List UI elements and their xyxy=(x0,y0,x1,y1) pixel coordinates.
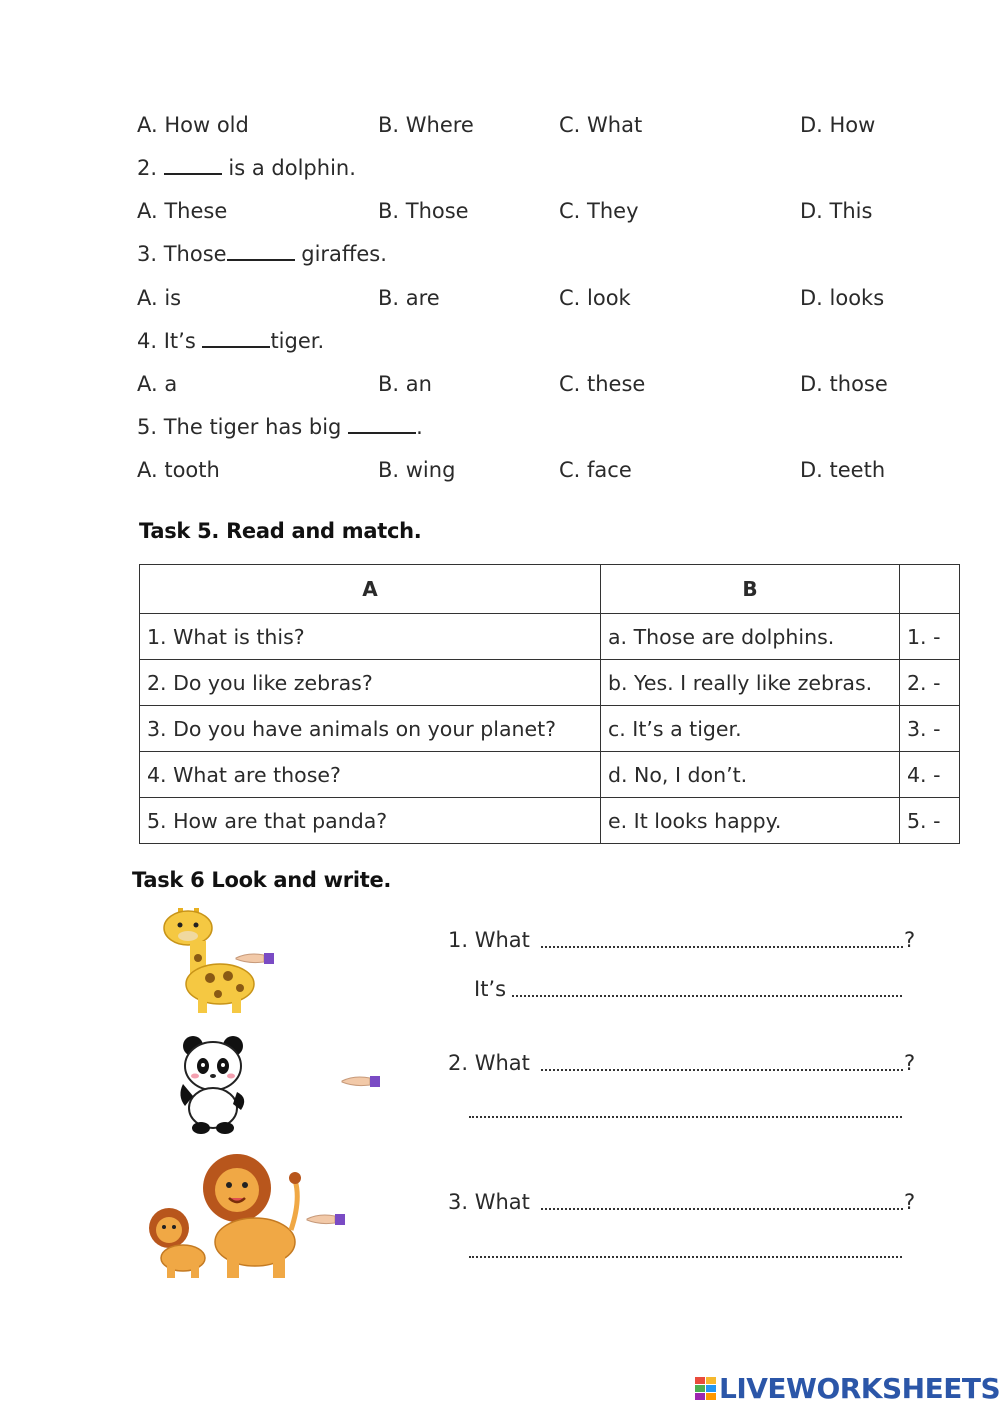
answer-line-3[interactable] xyxy=(541,1208,903,1210)
question-3-blank[interactable] xyxy=(227,259,295,261)
q1-option-c[interactable]: C. What xyxy=(559,113,643,137)
answer-cell[interactable]: 1. - xyxy=(900,614,960,660)
pointing-hand-icon xyxy=(305,1210,349,1228)
q1-option-d[interactable]: D. How xyxy=(800,113,876,137)
brand-name: LIVEWORKSHEETS xyxy=(719,1372,1000,1405)
q3-option-d[interactable]: D. looks xyxy=(800,286,885,310)
question-3-number: 3. Those xyxy=(137,242,227,266)
answer-line-2[interactable] xyxy=(541,1069,903,1071)
question-5-blank[interactable] xyxy=(348,432,416,434)
header-a: A xyxy=(140,565,601,614)
question-3 xyxy=(137,241,387,267)
task6-answer-1-prefix: It’s xyxy=(474,977,507,1001)
question-4-blank[interactable] xyxy=(202,346,270,348)
task6-question-1-end: ? xyxy=(904,928,916,952)
question-2-text: is a dolphin. xyxy=(228,156,356,180)
q4-option-c[interactable]: C. these xyxy=(559,372,646,396)
cell-b: c. It’s a tiger. xyxy=(601,706,900,752)
pointing-hand-icon xyxy=(234,949,278,967)
q3-option-b[interactable]: B. are xyxy=(378,286,440,310)
answer-cell[interactable]: 5. - xyxy=(900,798,960,844)
task6-question-2-end: ? xyxy=(904,1051,916,1075)
q5-option-a[interactable]: A. tooth xyxy=(137,458,220,482)
header-answer xyxy=(900,565,960,614)
task6-title: Task 6 Look and write. xyxy=(132,868,392,892)
panda-image xyxy=(175,1034,257,1134)
header-b: B xyxy=(601,565,900,614)
question-2 xyxy=(137,155,356,181)
q2-option-a[interactable]: A. These xyxy=(137,199,228,223)
cell-b: b. Yes. I really like zebras. xyxy=(601,660,900,706)
answer-line-2b[interactable] xyxy=(469,1116,902,1118)
answer-cell[interactable]: 2. - xyxy=(900,660,960,706)
q1-option-b[interactable]: B. Where xyxy=(378,113,474,137)
question-4 xyxy=(137,328,324,354)
pointing-hand-icon xyxy=(340,1072,384,1090)
liveworksheets-logo xyxy=(695,1372,1000,1405)
cell-a: 3. Do you have animals on your planet? xyxy=(140,706,601,752)
q4-option-a[interactable]: A. a xyxy=(137,372,178,396)
question-5 xyxy=(137,414,423,440)
cell-b: d. No, I don’t. xyxy=(601,752,900,798)
question-3-text: giraffes. xyxy=(301,242,387,266)
lions-image xyxy=(145,1150,303,1282)
table-row xyxy=(140,614,960,660)
cell-a: 2. Do you like zebras? xyxy=(140,660,601,706)
table-row xyxy=(140,706,960,752)
task6-question-1: 1. What xyxy=(448,928,530,952)
q2-option-c[interactable]: C. They xyxy=(559,199,639,223)
question-4-text: tiger. xyxy=(270,329,325,353)
answer-line-1b[interactable] xyxy=(512,995,902,997)
task5-title: Task 5. Read and match. xyxy=(139,519,422,543)
q3-option-a[interactable]: A. is xyxy=(137,286,182,310)
table-row xyxy=(140,660,960,706)
q3-option-c[interactable]: C. look xyxy=(559,286,631,310)
question-2-blank[interactable] xyxy=(164,173,222,175)
logo-blocks-icon xyxy=(695,1377,717,1401)
q5-option-b[interactable]: B. wing xyxy=(378,458,456,482)
q2-option-b[interactable]: B. Those xyxy=(378,199,469,223)
q4-option-d[interactable]: D. those xyxy=(800,372,888,396)
cell-b: e. It looks happy. xyxy=(601,798,900,844)
cell-a: 4. What are those? xyxy=(140,752,601,798)
q1-option-a[interactable]: A. How old xyxy=(137,113,249,137)
cell-a: 1. What is this? xyxy=(140,614,601,660)
answer-cell[interactable]: 3. - xyxy=(900,706,960,752)
answer-line-3b[interactable] xyxy=(469,1256,902,1258)
q4-option-b[interactable]: B. an xyxy=(378,372,432,396)
cell-b: a. Those are dolphins. xyxy=(601,614,900,660)
q5-option-c[interactable]: C. face xyxy=(559,458,632,482)
table-row xyxy=(140,798,960,844)
question-5-number: 5. The tiger has big xyxy=(137,415,342,439)
table-header-row xyxy=(140,565,960,614)
table-row xyxy=(140,752,960,798)
question-5-text: . xyxy=(416,415,423,439)
question-4-number: 4. It’s xyxy=(137,329,196,353)
task6-question-3: 3. What xyxy=(448,1190,530,1214)
task6-question-3-end: ? xyxy=(904,1190,916,1214)
answer-line-1[interactable] xyxy=(541,946,903,948)
question-2-number: 2. xyxy=(137,156,158,180)
match-table xyxy=(139,564,960,844)
task6-question-2: 2. What xyxy=(448,1051,530,1075)
q5-option-d[interactable]: D. teeth xyxy=(800,458,886,482)
answer-cell[interactable]: 4. - xyxy=(900,752,960,798)
cell-a: 5. How are that panda? xyxy=(140,798,601,844)
q2-option-d[interactable]: D. This xyxy=(800,199,873,223)
